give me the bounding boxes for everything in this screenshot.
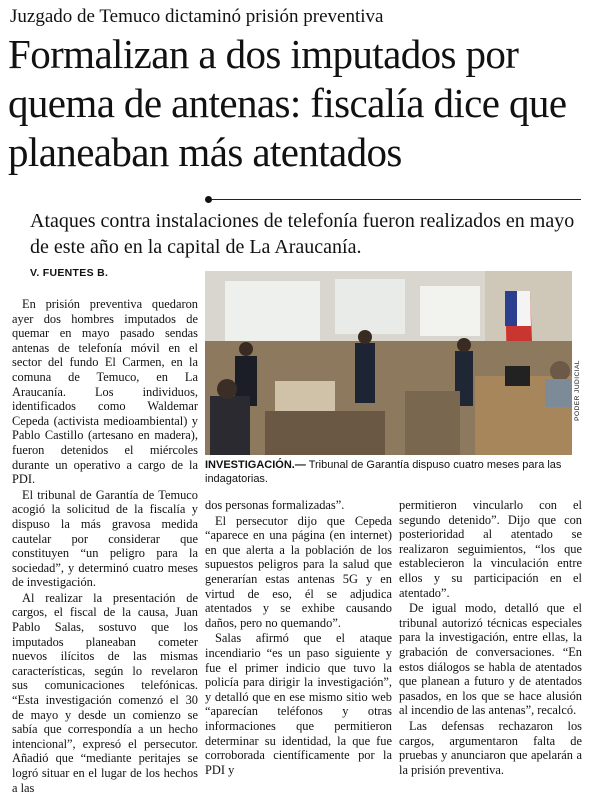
caption-label: INVESTIGACIÓN.— xyxy=(205,459,306,471)
photo-caption xyxy=(205,458,580,486)
byline: V. FUENTES B. xyxy=(30,267,109,279)
kicker: Juzgado de Temuco dictaminó prisión preventiva xyxy=(10,6,384,27)
paragraph: El tribunal de Garantía de Temuco acogió la solicitud de la fiscalía y dispuso la más gravosa medida cautelar por considerar que constituyen “un peligro para la sociedad”, y determinó cuatro meses de investigación. xyxy=(12,487,198,590)
courtroom-illustration xyxy=(205,271,572,455)
subheadline: Ataques contra instalaciones de telefonía fueron realizados en mayo de este año en la capital de La Araucanía. xyxy=(30,210,575,258)
paragraph: Al realizar la presentación de cargos, el fiscal de la causa, Juan Pablo Salas, sostuvo que los imputados planeaban cometer nuevos ilícitos de las mismas características, según lo revelaron sus comunicaciones telefónicas. “Esta investigación comenzó el 30 de mayo y desde un comienzo se sabía que correspondía a un hecho intencional”, expresó el persecutor. Añadió que “mediante peritajes se logró situar en el lugar de los hechos a las xyxy=(12,590,198,795)
paragraph: En prisión preventiva quedaron ayer dos hombres imputados de quemar en mayo pasado sendas antenas de telefonía móvil en el sector del fundo El Carmen, en la comuna de Temuco, en La Araucanía. Los individuos, identificados como Waldemar Cepeda (activista medioambiental) y Pablo Castillo (artesano en madera), fueron detenidos el miércoles durante un operativo a cargo de la PDI. xyxy=(12,297,198,487)
paragraph: De igual modo, detalló que el tribunal autorizó técnicas especiales para la investigación, entre ellas, la grabación de conversaciones. “En estos diálogos se habla de atentados que planean a futuro y de atentados pasados, en los que se hace alusión al incendio de las antenas”, recalcó. xyxy=(399,601,582,718)
paragraph: Las defensas rechazaron los cargos, argumentaron falta de pruebas y anunciaron que apelarán a la prisión preventiva. xyxy=(399,718,582,777)
caption-text: Tribunal de Garantía dispuso cuatro meses para las indagatorias. xyxy=(205,459,562,485)
courtroom-photo xyxy=(205,271,572,455)
divider-rule xyxy=(212,199,581,200)
headline: Formalizan a dos imputados por quema de antenas: fiscalía dice que planeaban más atentados xyxy=(8,31,567,175)
paragraph: Salas afirmó que el ataque incendiario “es un paso siguiente y fue el primer indicio que tuvo la policía para dirigir la investigación”, y detalló que en ese mismo sitio web “aparecían teléfonos y otras informaciones que permitieron determinar su identidad, la que fue corroborada científicamente por la PDI y xyxy=(205,631,392,777)
rule-dot xyxy=(205,196,212,203)
text-column-2 xyxy=(205,498,392,778)
paragraph: permitieron vincularlo con el segundo detenido”. Dijo que con posterioridad al atentado se realizaron seguimientos, “los que establecieron la vinculación entre ellos y su participación en el atentado”. xyxy=(399,498,582,600)
text-column-3 xyxy=(399,498,582,778)
text-column-1 xyxy=(12,297,198,796)
paragraph: El persecutor dijo que Cepeda “aparece en una página (en internet) en que alerta a la población de los supuestos peligros para la salud que generarían estas antenas 5G y en virtud de eso, él se adjudica atentados y se exhibe causando daños, pero no quemando”. xyxy=(205,513,392,630)
photo-credit: PODER JUDICIAL xyxy=(574,360,581,421)
paragraph: dos personas formalizadas”. xyxy=(205,498,345,512)
